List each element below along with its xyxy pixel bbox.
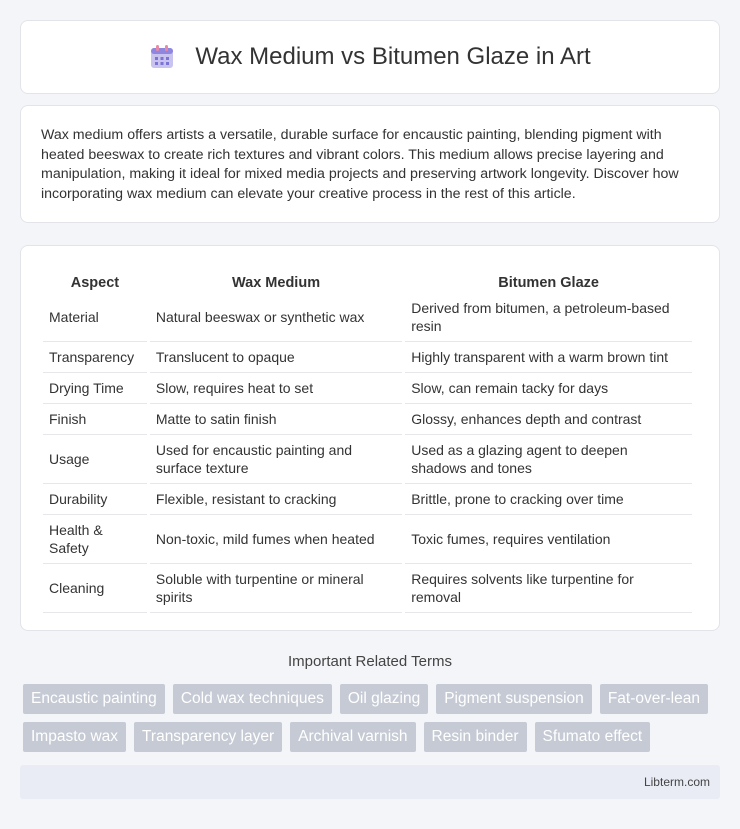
column-header-wax-medium: Wax Medium xyxy=(232,275,321,291)
row-wax-medium: Matte to satin finish xyxy=(150,404,402,435)
row-bitumen-glaze: Derived from bitumen, a petroleum-based resin xyxy=(405,293,692,342)
row-wax-medium: Soluble with turpentine or mineral spirits xyxy=(150,564,402,613)
related-term-tag[interactable]: Impasto wax xyxy=(23,722,126,752)
row-aspect: Durability xyxy=(43,484,147,515)
row-aspect: Material xyxy=(43,293,147,342)
column-header-bitumen-glaze: Bitumen Glaze xyxy=(498,275,599,291)
comparison-table xyxy=(40,266,695,613)
intro-text: Wax medium offers artists a versatile, durable surface for encaustic painting, blending pigment with heated beeswax to create rich textures and vibrant colors. This medium allows precise layering and manipulation, making it ideal for mixed media projects and preserving artwork longevity. Discover how incorporating wax medium can elevate your creative process in the rest of this article. xyxy=(41,127,679,202)
table-header-row xyxy=(43,266,692,293)
table-row xyxy=(43,342,692,373)
row-bitumen-glaze: Used as a glazing agent to deepen shadows and tones xyxy=(405,435,692,484)
page-title: Wax Medium vs Bitumen Glaze in Art xyxy=(195,43,591,70)
related-terms-list xyxy=(23,684,723,752)
column-header-aspect: Aspect xyxy=(70,275,120,291)
related-term-tag[interactable]: Sfumato effect xyxy=(535,722,651,752)
related-term-tag[interactable]: Oil glazing xyxy=(340,684,428,714)
related-term-tag[interactable]: Pigment suspension xyxy=(436,684,592,714)
table-row xyxy=(43,515,692,564)
row-wax-medium: Translucent to opaque xyxy=(150,342,402,373)
related-term-tag[interactable]: Transparency layer xyxy=(134,722,282,752)
related-terms-title: Important Related Terms xyxy=(288,653,452,670)
row-wax-medium: Slow, requires heat to set xyxy=(150,373,402,404)
row-bitumen-glaze: Requires solvents like turpentine for removal xyxy=(405,564,692,613)
row-bitumen-glaze: Brittle, prone to cracking over time xyxy=(405,484,692,515)
table-row xyxy=(43,373,692,404)
comparison-card xyxy=(20,245,720,631)
related-term-tag[interactable]: Archival varnish xyxy=(290,722,415,752)
footer xyxy=(20,765,720,799)
row-aspect: Health & Safety xyxy=(43,515,147,564)
row-wax-medium: Flexible, resistant to cracking xyxy=(150,484,402,515)
row-bitumen-glaze: Highly transparent with a warm brown tint xyxy=(405,342,692,373)
related-term-tag[interactable]: Fat-over-lean xyxy=(600,684,708,714)
intro-card xyxy=(20,105,720,223)
related-term-tag[interactable]: Resin binder xyxy=(424,722,527,752)
table-row xyxy=(43,293,692,342)
table-row xyxy=(43,564,692,613)
related-term-tag[interactable]: Encaustic painting xyxy=(23,684,165,714)
table-row xyxy=(43,484,692,515)
table-row xyxy=(43,404,692,435)
row-wax-medium: Natural beeswax or synthetic wax xyxy=(150,293,402,342)
row-aspect: Finish xyxy=(43,404,147,435)
table-row xyxy=(43,435,692,484)
row-bitumen-glaze: Glossy, enhances depth and contrast xyxy=(405,404,692,435)
row-bitumen-glaze: Toxic fumes, requires ventilation xyxy=(405,515,692,564)
header-card xyxy=(20,20,720,94)
row-bitumen-glaze: Slow, can remain tacky for days xyxy=(405,373,692,404)
row-aspect: Cleaning xyxy=(43,564,147,613)
row-aspect: Transparency xyxy=(43,342,147,373)
footer-site-link[interactable]: Libterm.com xyxy=(643,775,710,789)
row-aspect: Drying Time xyxy=(43,373,147,404)
row-aspect: Usage xyxy=(43,435,147,484)
related-term-tag[interactable]: Cold wax techniques xyxy=(173,684,332,714)
calendar-icon xyxy=(149,44,175,70)
row-wax-medium: Non-toxic, mild fumes when heated xyxy=(150,515,402,564)
row-wax-medium: Used for encaustic painting and surface texture xyxy=(150,435,402,484)
